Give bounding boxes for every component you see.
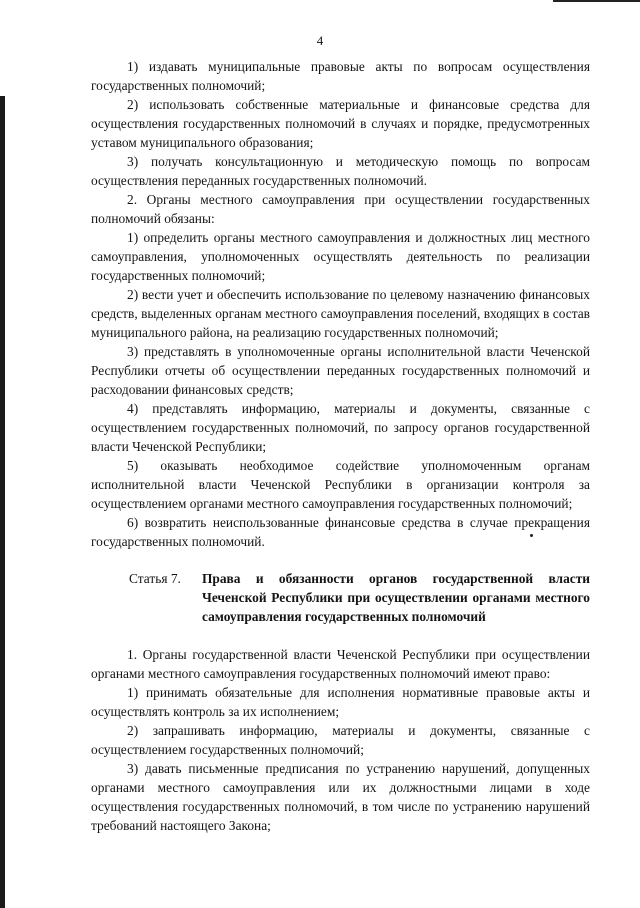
paragraph: 3) получать консультационную и методическую помощь по вопросам осуществления переданных государственных полномочий. <box>91 154 590 188</box>
top-rule <box>553 0 640 2</box>
paragraph: 2) запрашивать информацию, материалы и документы, связанные с осуществлением государственных полномочий; <box>91 723 590 757</box>
paragraph: 2) использовать собственные материальные и финансовые средства для осуществления государственных полномочий в случаях и порядке, предусмотренных уставом муниципального образования; <box>91 97 590 150</box>
paragraph: 6) возвратить неиспользованные финансовые средства в случае прекращения государственных полномочий. <box>91 515 590 549</box>
paragraph: 2) вести учет и обеспечить использование по целевому назначению финансовых средств, выделенных органам местного самоуправления поселений, входящих в состав муниципального района, на реализацию государственных полномочий; <box>91 287 590 340</box>
paragraph: 1) определить органы местного самоуправления и должностных лиц местного самоуправления, уполномоченных осуществлять деятельность по реализации государственных полномочий; <box>91 230 590 283</box>
paragraph: 2. Органы местного самоуправления при осуществлении государственных полномочий обязаны: <box>91 192 590 226</box>
paragraph: 3) представлять в уполномоченные органы исполнительной власти Чеченской Республики отчеты об осуществлении переданных государственных полномочий и расходовании финансовых средств; <box>91 344 590 397</box>
document-body <box>91 57 590 835</box>
paragraph: 1. Органы государственной власти Чеченской Республики при осуществлении органами местного самоуправления государственных полномочий имеют право: <box>91 647 590 681</box>
page-number: 4 <box>316 33 324 48</box>
article-heading <box>91 569 590 626</box>
article-label: Статья 7. <box>129 571 181 586</box>
paragraph: 4) представлять информацию, материалы и документы, связанные с осуществлением государственных полномочий, по запросу органов государственной власти Чеченской Республики; <box>91 401 590 454</box>
paragraph: 1) издавать муниципальные правовые акты по вопросам осуществления государственных полномочий; <box>91 59 590 93</box>
article-title: Права и обязанности органов государственной власти Чеченской Республики при осуществлении органами местного самоуправления государственных полномочий <box>202 571 590 624</box>
scan-margin-bar <box>0 96 5 908</box>
paragraph: 3) давать письменные предписания по устранению нарушений, допущенных органами местного самоуправления или их должностными лицами в ходе осуществления государственных полномочий, в том числе по устранению нарушений требований настоящего Закона; <box>91 761 590 833</box>
paragraph: 5) оказывать необходимое содействие уполномоченным органам исполнительной власти Чеченской Республики в организации контроля за осуществлением органами местного самоуправления государственных полномочий; <box>91 458 590 511</box>
paragraph: 1) принимать обязательные для исполнения нормативные правовые акты и осуществлять контроль за их исполнением; <box>91 685 590 719</box>
